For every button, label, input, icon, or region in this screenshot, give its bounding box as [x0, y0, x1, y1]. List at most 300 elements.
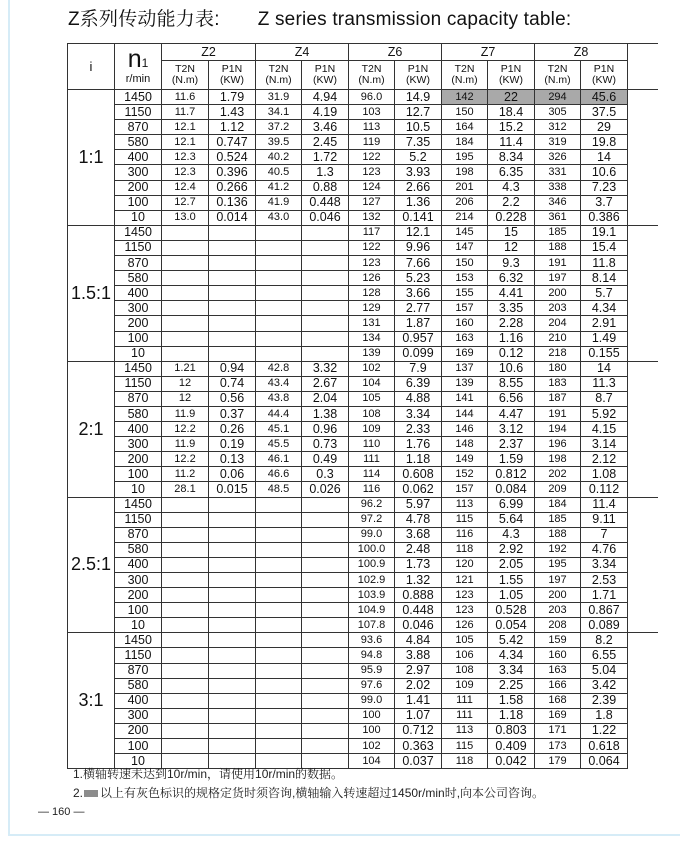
torque-cell: 11.6	[162, 90, 209, 105]
blank-extension-cell	[628, 301, 658, 316]
torque-cell: 146	[442, 422, 488, 437]
power-cell: 0.141	[395, 210, 442, 225]
subheader-label: P1N	[500, 63, 522, 75]
torque-cell: 39.5	[256, 135, 302, 150]
blank-extension-cell	[628, 376, 658, 391]
torque-cell: 104	[349, 376, 395, 391]
power-cell	[209, 256, 256, 271]
power-cell: 1.05	[488, 588, 535, 603]
speed-cell: 300	[115, 165, 162, 180]
subheader-power-z7	[488, 61, 535, 90]
torque-cell: 99.0	[349, 693, 395, 708]
torque-cell	[162, 557, 209, 572]
table-row	[68, 618, 658, 633]
torque-cell: 124	[349, 180, 395, 195]
torque-cell: 118	[442, 754, 488, 769]
power-cell: 2.25	[488, 678, 535, 693]
speed-cell: 870	[115, 256, 162, 271]
note-2-prefix: 2.	[73, 786, 84, 800]
ratio-cell: 2.5:1	[68, 497, 115, 633]
blank-extension-cell	[628, 150, 658, 165]
speed-cell: 870	[115, 120, 162, 135]
power-cell: 7.35	[395, 135, 442, 150]
blank-extension-cell	[628, 512, 658, 527]
power-cell: 1.71	[581, 588, 628, 603]
torque-cell: 183	[535, 376, 581, 391]
torque-cell: 326	[535, 150, 581, 165]
table-row	[68, 542, 658, 557]
speed-cell: 1150	[115, 105, 162, 120]
power-cell: 2.91	[581, 316, 628, 331]
torque-cell: 159	[535, 633, 581, 648]
power-cell: 0.747	[209, 135, 256, 150]
torque-cell: 204	[535, 316, 581, 331]
power-cell: 11.8	[581, 256, 628, 271]
power-cell: 14	[581, 361, 628, 376]
speed-cell: 1450	[115, 225, 162, 240]
power-cell: 12	[488, 240, 535, 255]
torque-cell: 218	[535, 346, 581, 361]
torque-cell	[256, 497, 302, 512]
power-cell: 0.957	[395, 331, 442, 346]
power-cell: 10.5	[395, 120, 442, 135]
torque-cell	[162, 678, 209, 693]
torque-cell: 169	[535, 708, 581, 723]
torque-cell: 11.2	[162, 467, 209, 482]
speed-cell: 200	[115, 588, 162, 603]
subheader-power-z4	[302, 61, 349, 90]
power-cell	[302, 648, 349, 663]
speed-cell: 400	[115, 150, 162, 165]
speed-cell: 400	[115, 286, 162, 301]
power-cell	[302, 271, 349, 286]
model-header-z4: Z4	[256, 44, 349, 61]
power-cell: 0.3	[302, 467, 349, 482]
torque-cell: 97.6	[349, 678, 395, 693]
power-cell: 0.712	[395, 723, 442, 738]
speed-cell: 870	[115, 391, 162, 406]
power-cell: 4.88	[395, 391, 442, 406]
blank-extension-cell	[628, 165, 658, 180]
power-cell: 2.48	[395, 542, 442, 557]
torque-cell: 319	[535, 135, 581, 150]
torque-cell: 331	[535, 165, 581, 180]
power-cell: 8.14	[581, 271, 628, 286]
blank-extension-cell	[628, 316, 658, 331]
power-cell: 4.78	[395, 512, 442, 527]
torque-cell: 184	[442, 135, 488, 150]
torque-cell	[256, 301, 302, 316]
torque-cell: 103	[349, 105, 395, 120]
power-cell: 1.72	[302, 150, 349, 165]
power-cell: 2.04	[302, 391, 349, 406]
torque-cell	[162, 633, 209, 648]
power-cell: 3.93	[395, 165, 442, 180]
model-header-z6: Z6	[349, 44, 442, 61]
torque-cell: 11.9	[162, 406, 209, 421]
torque-cell: 12.1	[162, 135, 209, 150]
torque-cell: 113	[442, 497, 488, 512]
table-row	[68, 512, 658, 527]
speed-cell: 10	[115, 482, 162, 497]
table-row	[68, 225, 658, 240]
power-cell: 45.6	[581, 90, 628, 105]
blank-extension-cell	[628, 678, 658, 693]
table-row	[68, 271, 658, 286]
torque-cell: 134	[349, 331, 395, 346]
power-cell: 0.363	[395, 739, 442, 754]
torque-cell: 153	[442, 271, 488, 286]
torque-cell	[162, 723, 209, 738]
blank-extension-cell	[628, 497, 658, 512]
torque-cell: 163	[442, 331, 488, 346]
table-row	[68, 210, 658, 225]
blank-extension-cell	[628, 557, 658, 572]
speed-cell: 400	[115, 693, 162, 708]
torque-cell	[256, 527, 302, 542]
power-cell	[209, 512, 256, 527]
torque-cell: 145	[442, 225, 488, 240]
header-row-models	[68, 44, 658, 61]
power-cell: 15.4	[581, 240, 628, 255]
table-row	[68, 105, 658, 120]
power-cell	[302, 331, 349, 346]
torque-cell	[256, 678, 302, 693]
table-row	[68, 150, 658, 165]
torque-cell: 192	[535, 542, 581, 557]
power-cell: 2.77	[395, 301, 442, 316]
power-cell: 0.042	[488, 754, 535, 769]
torque-cell: 108	[442, 663, 488, 678]
subheader-unit: (N.m)	[451, 74, 478, 86]
torque-cell: 169	[442, 346, 488, 361]
power-cell: 0.448	[395, 603, 442, 618]
table-row	[68, 391, 658, 406]
title-cn: Z系列传动能力表:	[68, 9, 220, 30]
power-cell	[302, 603, 349, 618]
power-cell: 5.2	[395, 150, 442, 165]
power-cell: 14	[581, 150, 628, 165]
torque-cell: 338	[535, 180, 581, 195]
power-cell	[302, 240, 349, 255]
power-cell: 0.528	[488, 603, 535, 618]
torque-cell: 115	[442, 512, 488, 527]
power-cell: 2.28	[488, 316, 535, 331]
power-cell: 1.18	[488, 708, 535, 723]
torque-cell: 131	[349, 316, 395, 331]
torque-cell: 197	[535, 573, 581, 588]
subheader-unit: (KW)	[592, 74, 616, 86]
table-row	[68, 693, 658, 708]
power-cell: 19.1	[581, 225, 628, 240]
torque-cell	[256, 603, 302, 618]
torque-cell: 127	[349, 195, 395, 210]
power-cell: 6.56	[488, 391, 535, 406]
speed-cell: 1450	[115, 361, 162, 376]
power-cell: 11.4	[581, 497, 628, 512]
torque-cell: 116	[349, 482, 395, 497]
torque-cell: 122	[349, 240, 395, 255]
power-cell: 6.32	[488, 271, 535, 286]
power-cell: 3.42	[581, 678, 628, 693]
table-row	[68, 406, 658, 421]
power-cell	[209, 618, 256, 633]
blank-extension-cell	[628, 240, 658, 255]
power-cell: 0.56	[209, 391, 256, 406]
power-cell: 0.49	[302, 452, 349, 467]
power-cell	[302, 693, 349, 708]
speed-cell: 10	[115, 210, 162, 225]
power-cell: 4.84	[395, 633, 442, 648]
torque-cell: 346	[535, 195, 581, 210]
power-cell: 0.136	[209, 195, 256, 210]
torque-cell: 171	[535, 723, 581, 738]
speed-cell: 10	[115, 754, 162, 769]
blank-extension-cell	[628, 90, 658, 105]
power-cell	[302, 497, 349, 512]
torque-cell: 148	[442, 437, 488, 452]
blank-extension-cell	[628, 618, 658, 633]
title-en: Z series transmission capacity table:	[257, 9, 572, 30]
speed-cell: 100	[115, 467, 162, 482]
blank-extension-cell	[628, 573, 658, 588]
torque-cell	[162, 331, 209, 346]
power-cell: 0.96	[302, 422, 349, 437]
power-cell: 2.2	[488, 195, 535, 210]
power-cell: 1.8	[581, 708, 628, 723]
torque-cell	[162, 286, 209, 301]
power-cell: 7.66	[395, 256, 442, 271]
power-cell: 0.046	[395, 618, 442, 633]
speed-cell: 1450	[115, 497, 162, 512]
torque-cell: 44.4	[256, 406, 302, 421]
torque-cell: 139	[349, 346, 395, 361]
power-cell: 7	[581, 527, 628, 542]
torque-cell: 197	[535, 271, 581, 286]
power-cell	[302, 512, 349, 527]
power-cell: 0.19	[209, 437, 256, 452]
torque-cell: 206	[442, 195, 488, 210]
torque-cell: 111	[442, 708, 488, 723]
power-cell: 0.037	[395, 754, 442, 769]
power-cell	[302, 618, 349, 633]
blank-extension-cell	[628, 346, 658, 361]
power-cell	[209, 286, 256, 301]
torque-cell: 139	[442, 376, 488, 391]
power-cell: 37.5	[581, 105, 628, 120]
table-row	[68, 452, 658, 467]
torque-cell: 202	[535, 467, 581, 482]
speed-cell: 100	[115, 195, 162, 210]
power-cell: 5.92	[581, 406, 628, 421]
power-cell: 1.36	[395, 195, 442, 210]
torque-cell: 150	[442, 105, 488, 120]
torque-cell: 126	[349, 271, 395, 286]
torque-cell: 160	[442, 316, 488, 331]
torque-cell	[162, 271, 209, 286]
torque-cell	[256, 648, 302, 663]
torque-cell: 129	[349, 301, 395, 316]
table-row	[68, 633, 658, 648]
power-cell: 0.867	[581, 603, 628, 618]
torque-cell: 203	[535, 603, 581, 618]
torque-cell	[162, 256, 209, 271]
power-cell: 4.47	[488, 406, 535, 421]
blank-extension-cell	[628, 693, 658, 708]
power-cell: 3.66	[395, 286, 442, 301]
page-title	[68, 4, 571, 31]
torque-cell: 210	[535, 331, 581, 346]
torque-cell	[162, 618, 209, 633]
torque-cell	[256, 557, 302, 572]
power-cell	[209, 739, 256, 754]
power-cell: 4.94	[302, 90, 349, 105]
power-cell: 0.112	[581, 482, 628, 497]
gray-swatch-icon	[84, 790, 98, 797]
model-header-z2: Z2	[162, 44, 256, 61]
blank-extension-cell	[628, 542, 658, 557]
power-cell	[302, 346, 349, 361]
subheader-torque-z7	[442, 61, 488, 90]
power-cell: 3.32	[302, 361, 349, 376]
table-row	[68, 723, 658, 738]
power-cell: 0.084	[488, 482, 535, 497]
power-cell	[302, 678, 349, 693]
power-cell: 3.68	[395, 527, 442, 542]
torque-cell: 95.9	[349, 663, 395, 678]
power-cell: 1.49	[581, 331, 628, 346]
subheader-label: P1N	[221, 63, 243, 75]
speed-cell: 580	[115, 271, 162, 286]
torque-cell: 152	[442, 467, 488, 482]
torque-cell: 45.1	[256, 422, 302, 437]
power-cell	[209, 723, 256, 738]
torque-cell: 40.5	[256, 165, 302, 180]
torque-cell: 168	[535, 693, 581, 708]
table-row	[68, 301, 658, 316]
power-cell	[302, 663, 349, 678]
power-cell: 9.11	[581, 512, 628, 527]
power-cell: 0.812	[488, 467, 535, 482]
torque-cell: 147	[442, 240, 488, 255]
torque-cell: 94.8	[349, 648, 395, 663]
subheader-unit: (KW)	[499, 74, 523, 86]
power-cell: 12.7	[395, 105, 442, 120]
torque-cell: 109	[349, 422, 395, 437]
table-row	[68, 316, 658, 331]
power-cell: 6.55	[581, 648, 628, 663]
table-row	[68, 527, 658, 542]
power-cell: 5.42	[488, 633, 535, 648]
torque-cell	[162, 588, 209, 603]
power-cell: 2.66	[395, 180, 442, 195]
torque-cell: 46.6	[256, 467, 302, 482]
subheader-torque-z6	[349, 61, 395, 90]
torque-cell: 45.5	[256, 437, 302, 452]
torque-cell: 12	[162, 376, 209, 391]
subheader-unit: (N.m)	[171, 74, 199, 86]
torque-cell: 104.9	[349, 603, 395, 618]
torque-cell: 46.1	[256, 452, 302, 467]
power-cell: 0.803	[488, 723, 535, 738]
torque-cell: 100.9	[349, 557, 395, 572]
torque-cell: 149	[442, 452, 488, 467]
torque-cell: 13.0	[162, 210, 209, 225]
table-row	[68, 663, 658, 678]
subheader-unit: (N.m)	[358, 74, 385, 86]
torque-cell: 11.9	[162, 437, 209, 452]
torque-cell: 361	[535, 210, 581, 225]
torque-cell: 100.0	[349, 542, 395, 557]
torque-cell: 12.1	[162, 120, 209, 135]
blank-extension-cell	[628, 180, 658, 195]
speed-cell: 580	[115, 542, 162, 557]
torque-cell: 191	[535, 406, 581, 421]
speed-cell: 100	[115, 603, 162, 618]
power-cell: 3.12	[488, 422, 535, 437]
power-cell	[209, 708, 256, 723]
torque-cell: 41.9	[256, 195, 302, 210]
torque-cell: 12.3	[162, 150, 209, 165]
power-cell: 5.97	[395, 497, 442, 512]
capacity-table-body	[68, 90, 658, 769]
power-cell: 7.9	[395, 361, 442, 376]
torque-cell: 110	[349, 437, 395, 452]
torque-cell	[256, 271, 302, 286]
torque-cell: 114	[349, 467, 395, 482]
power-cell	[209, 663, 256, 678]
subheader-unit: (KW)	[313, 74, 337, 86]
power-cell: 1.79	[209, 90, 256, 105]
blank-extension-cell	[628, 271, 658, 286]
torque-cell: 198	[535, 452, 581, 467]
power-cell	[209, 603, 256, 618]
power-cell	[302, 316, 349, 331]
torque-cell: 201	[442, 180, 488, 195]
power-cell: 0.396	[209, 165, 256, 180]
speed-cell: 200	[115, 452, 162, 467]
torque-cell	[256, 618, 302, 633]
blank-extension-cell	[628, 286, 658, 301]
speed-cell: 200	[115, 180, 162, 195]
power-cell	[209, 271, 256, 286]
torque-cell	[162, 739, 209, 754]
torque-cell: 48.5	[256, 482, 302, 497]
power-cell	[302, 301, 349, 316]
torque-cell	[162, 648, 209, 663]
table-row	[68, 467, 658, 482]
power-cell	[209, 316, 256, 331]
power-cell: 0.062	[395, 482, 442, 497]
torque-cell: 97.2	[349, 512, 395, 527]
subheader-power-z8	[581, 61, 628, 90]
model-header-z8: Z8	[535, 44, 628, 61]
power-cell: 29	[581, 120, 628, 135]
power-cell: 0.73	[302, 437, 349, 452]
speed-cell: 870	[115, 663, 162, 678]
torque-cell: 12.3	[162, 165, 209, 180]
torque-cell: 103.9	[349, 588, 395, 603]
power-cell: 2.53	[581, 573, 628, 588]
torque-cell: 41.2	[256, 180, 302, 195]
table-row	[68, 678, 658, 693]
torque-cell: 180	[535, 361, 581, 376]
torque-cell	[162, 663, 209, 678]
subheader-unit: (KW)	[406, 74, 430, 86]
power-cell: 3.34	[488, 663, 535, 678]
power-cell	[209, 678, 256, 693]
torque-cell: 104	[349, 754, 395, 769]
